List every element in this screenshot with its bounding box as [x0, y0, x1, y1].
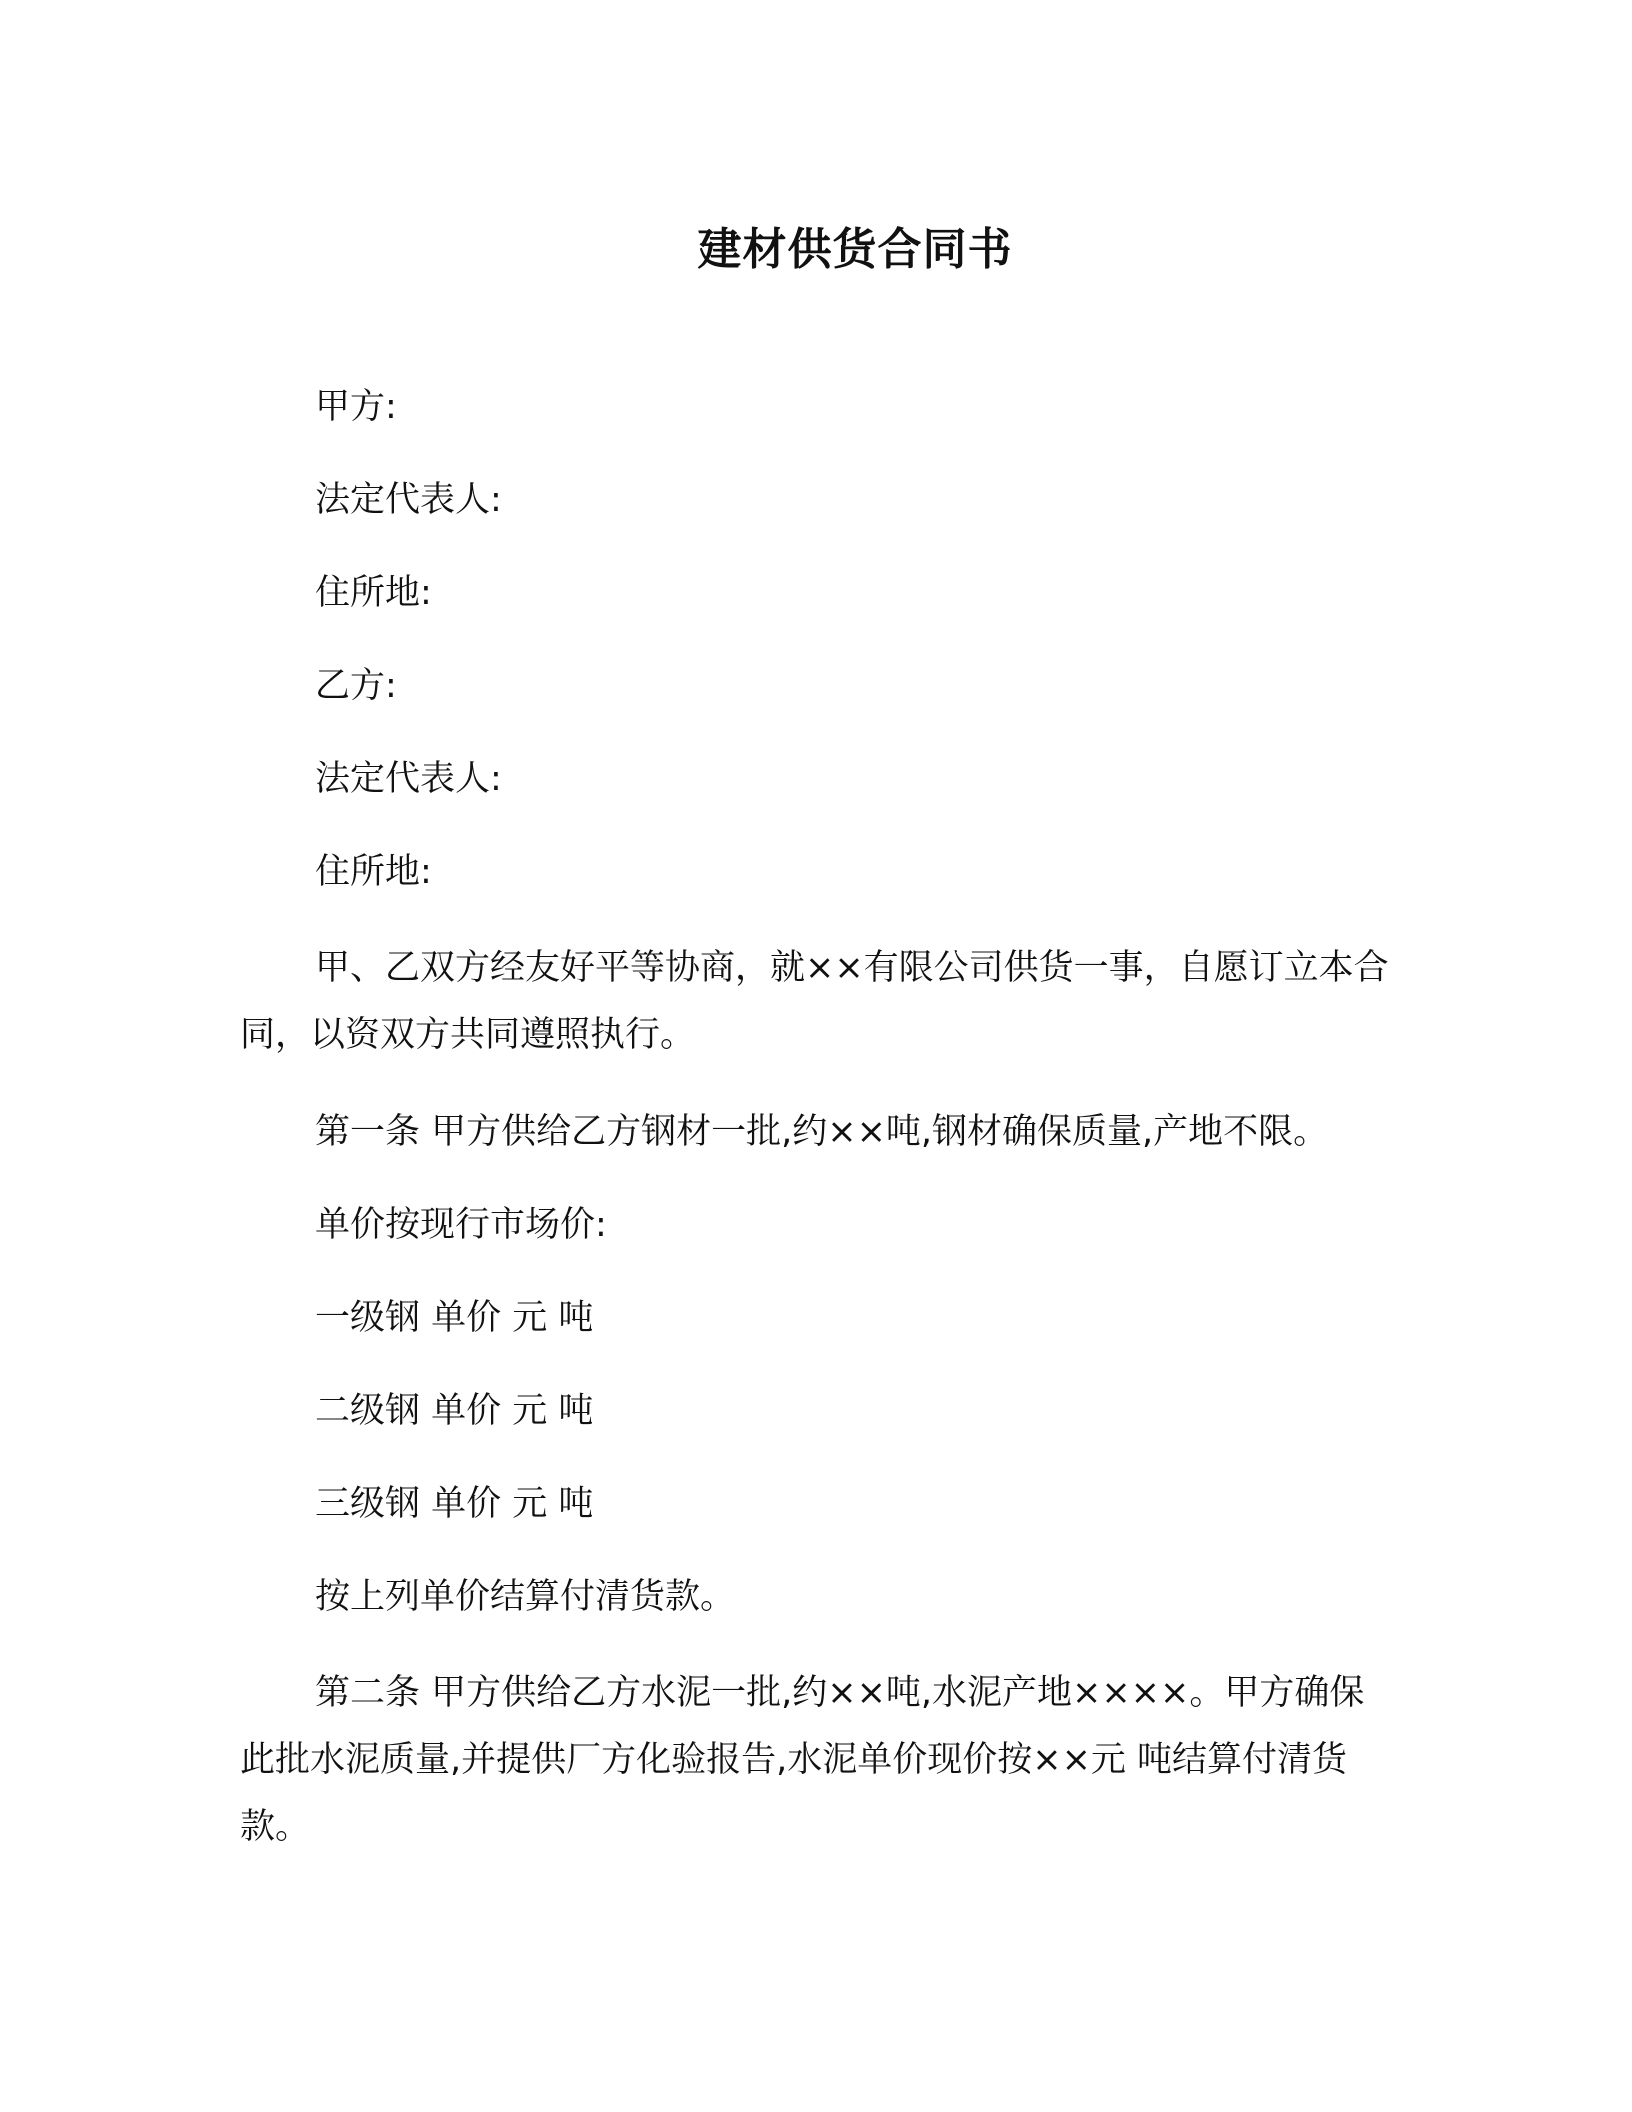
party-b-address-label: 住所地: — [315, 852, 432, 892]
grade-1-price-line: 一级钢 单价 元 吨 — [315, 1298, 594, 1338]
article-2-paragraph: 第二条 甲方供给乙方水泥一批,约××吨,水泥产地××××。甲方确保此批水泥质量,并提供厂方化验报告,水泥单价现价按××元 吨结算付清货款。 — [240, 1673, 1365, 1847]
preamble-paragraph: 甲、乙双方经友好平等协商，就××有限公司供货一事，自愿订立本合同，以资双方共同遵照执行。 — [240, 948, 1389, 1055]
document-title: 建材供货合同书 — [697, 224, 1013, 275]
party-a-label: 甲方: — [315, 387, 397, 427]
party-a-address-label: 住所地: — [315, 573, 432, 613]
article-1-price-intro: 单价按现行市场价: — [315, 1205, 607, 1245]
party-b-label: 乙方: — [315, 666, 397, 706]
party-a-representative-label: 法定代表人: — [315, 480, 502, 520]
grade-2-price-line: 二级钢 单价 元 吨 — [315, 1391, 594, 1431]
grade-3-price-line: 三级钢 单价 元 吨 — [315, 1484, 594, 1524]
article-1-settlement: 按上列单价结算付清货款。 — [315, 1577, 736, 1617]
article-1-text: 第一条 甲方供给乙方钢材一批,约××吨,钢材确保质量,产地不限。 — [315, 1112, 1329, 1152]
party-b-representative-label: 法定代表人: — [315, 759, 502, 799]
